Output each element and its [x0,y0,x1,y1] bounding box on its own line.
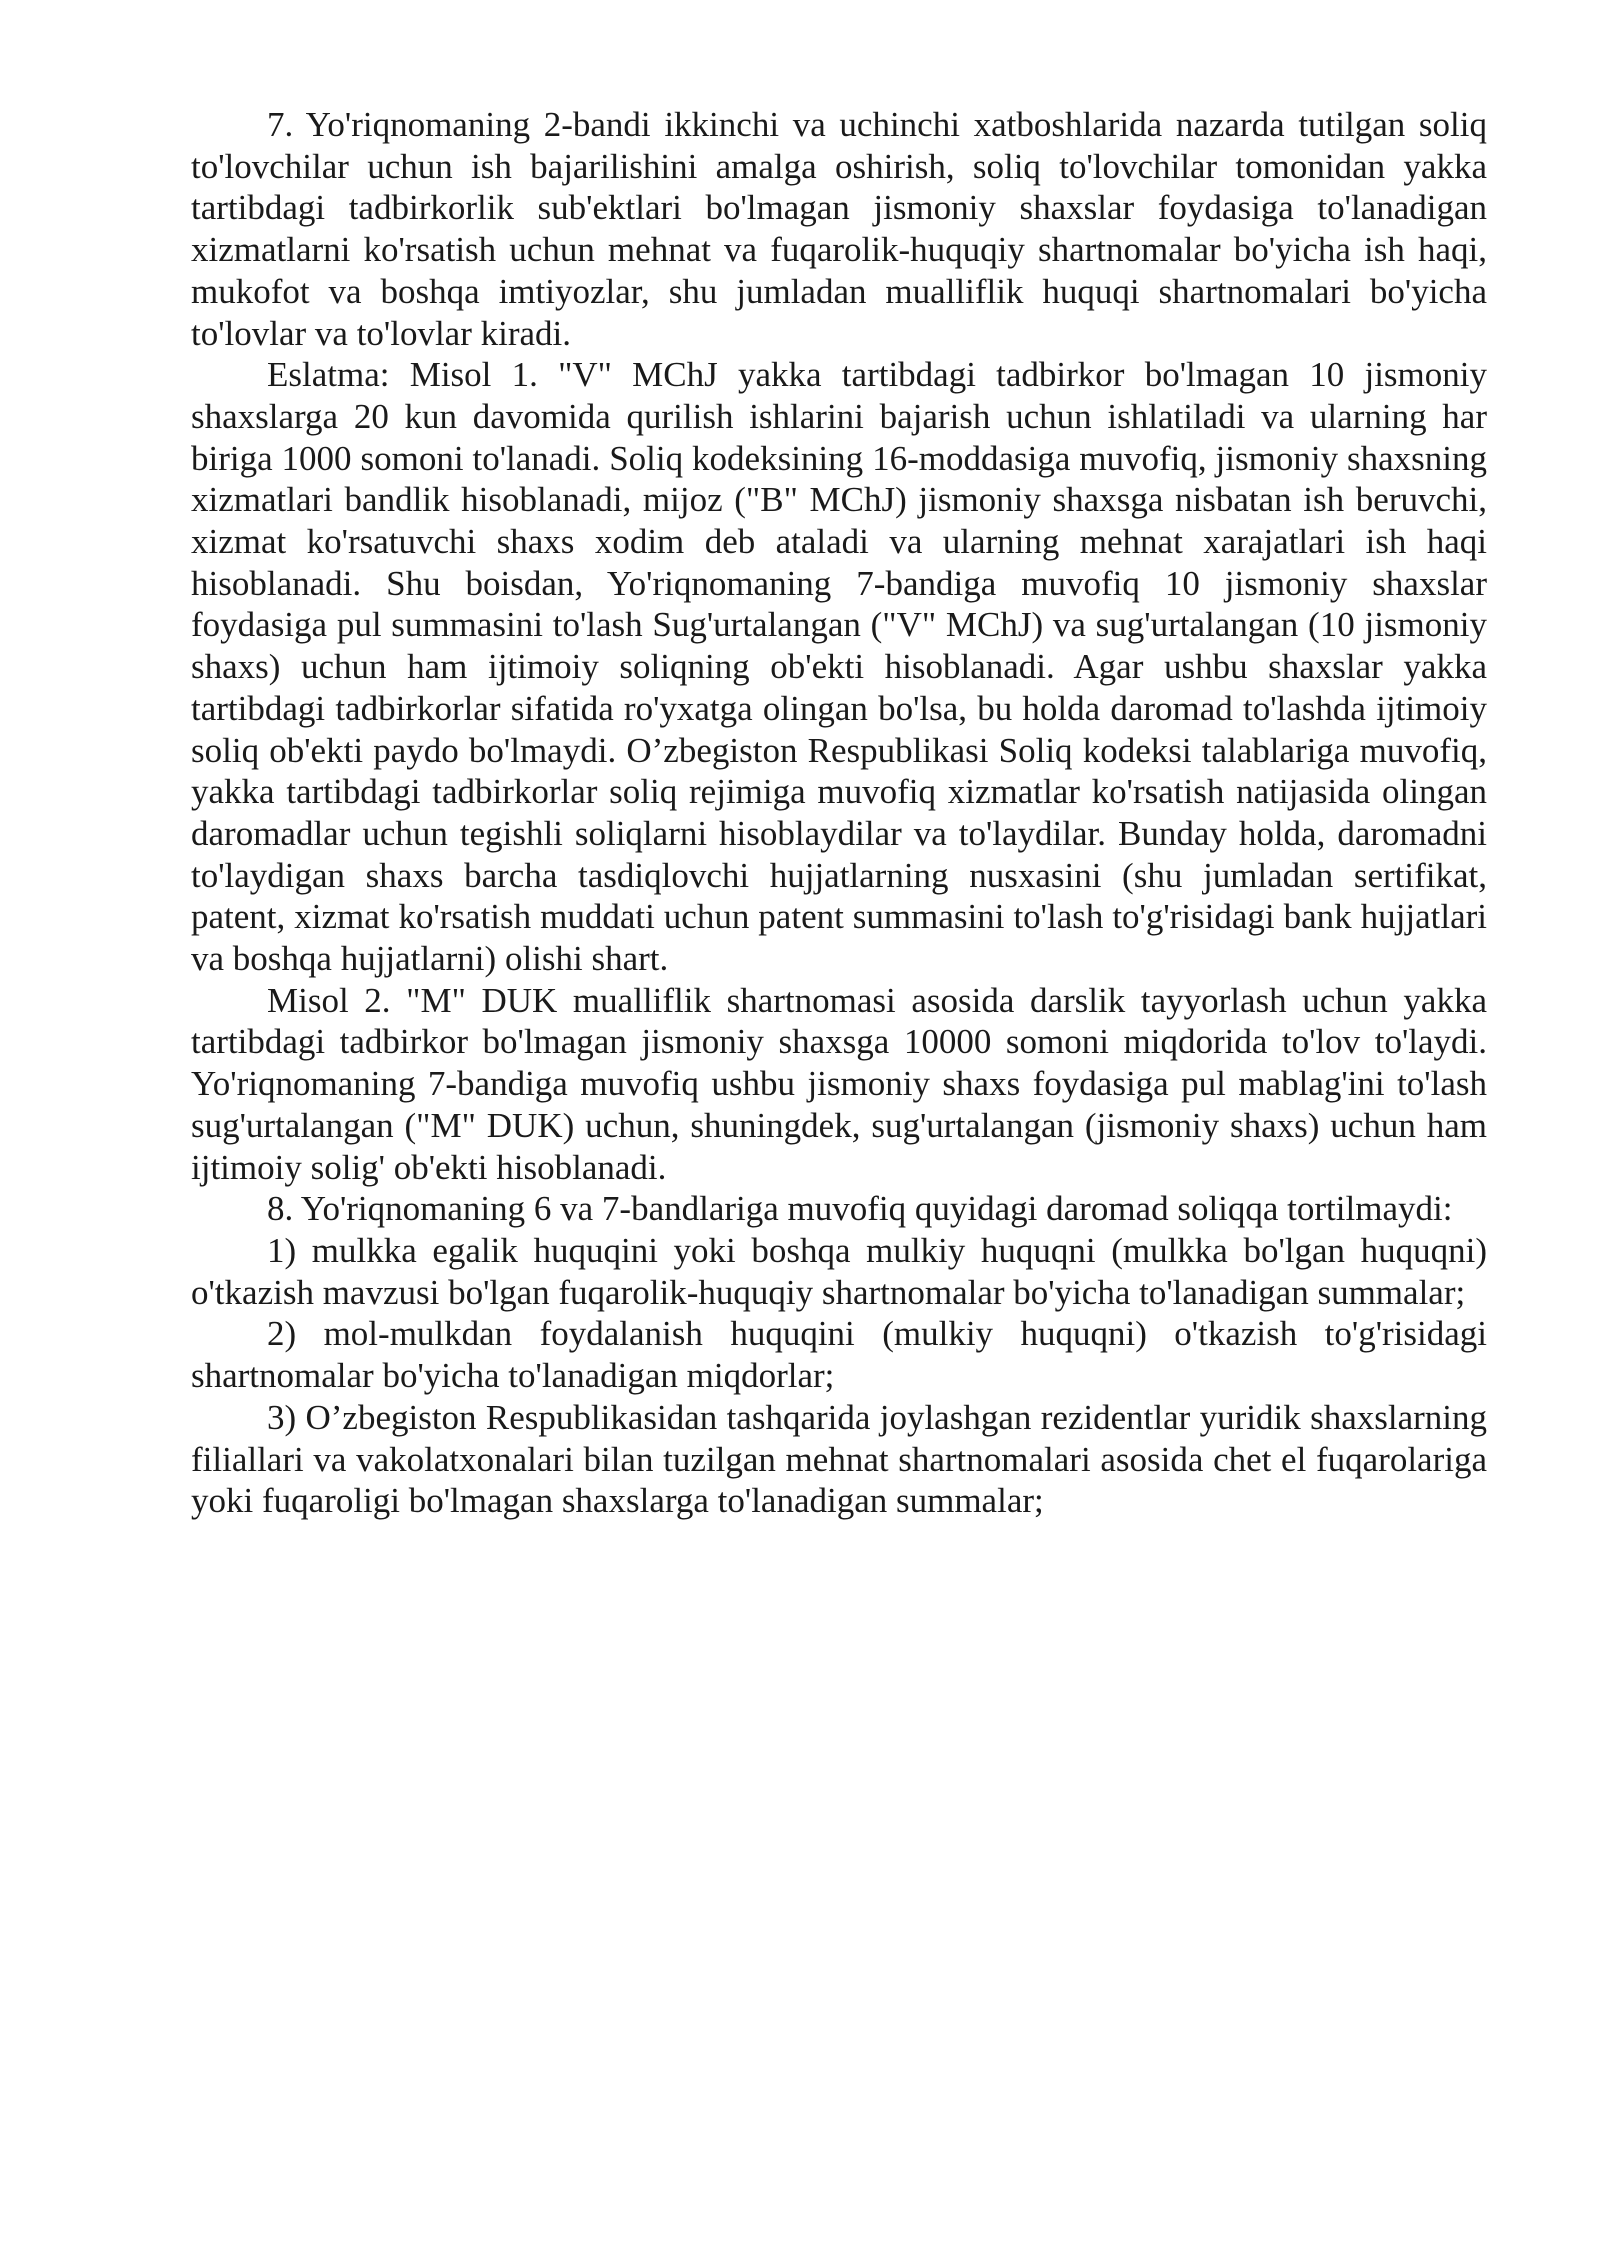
paragraph-example-2: Misol 2. "M" DUK mualliflik shartnomasi asosida darslik tayyorlash uchun yakka tartibdagi tadbirkor bo'lmagan jismoniy shaxsga 10000 somoni miqdorida to'lov to'laydi. Yo'riqnomaning 7-bandiga muvofiq ushbu jismoniy shaxs foydasiga pul mablag'ini to'lash sug'urtalangan ("M" DUK) uchun, shuningdek, sug'urtalangan (jismoniy shaxs) uchun ham ijtimoiy solig' ob'ekti hisoblanadi. [191,980,1487,1187]
list-item-1: 1) mulkka egalik huquqini yoki boshqa mulkiy huquqni (mulkka bo'lgan huquqni) o'tkazish mavzusi bo'lgan fuqarolik-huquqiy shartnomalar bo'yicha to'lanadigan summalar; [191,1230,1487,1312]
list-item-3: 3) O’zbegiston Respublikasidan tashqarida joylashgan rezidentlar yuridik shaxslarning filiallari va vakolatxonalari bilan tuzilgan mehnat shartnomalari asosida chet el fuqarolariga yoki fuqaroligi bo'lmagan shaxslarga to'lanadigan summalar; [191,1397,1487,1521]
paragraph-7: 7. Yo'riqnomaning 2-bandi ikkinchi va uchinchi xatboshlarida nazarda tutilgan soliq to'lovchilar uchun ish bajarilishini amalga oshirish, soliq to'lovchilar tomonidan yakka tartibdagi tadbirkorlik sub'ektlari bo'lmagan jismoniy shaxslar foydasiga to'lanadigan xizmatlarni ko'rsatish uchun mehnat va fuqarolik-huquqiy shartnomalar bo'yicha ish haqi, mukofot va boshqa imtiyozlar, shu jumladan mualliflik huquqi shartnomalari bo'yicha to'lovlar va to'lovlar kiradi. [191,105,1487,353]
paragraph-8: 8. Yo'riqnomaning 6 va 7-bandlariga muvofiq quyidagi daromad soliqqa tortilmaydi: [267,1189,1453,1229]
list-item-2: 2) mol-mulkdan foydalanish huquqini (mulkiy huquqni) o'tkazish to'g'risidagi shartnomalar bo'yicha to'lanadigan miqdorlar; [191,1314,1487,1396]
paragraph-note-example-1: Eslatma: Misol 1. "V" MChJ yakka tartibdagi tadbirkor bo'lmagan 10 jismoniy shaxslarga 20 kun davomida qurilish ishlarini bajarish uchun ishlatiladi va ularning har biriga 1000 somoni to'lanadi. Soliq kodeksining 16-moddasiga muvofiq, jismoniy shaxsning xizmatlari bandlik hisoblanadi, mijoz ("B" MChJ) jismoniy shaxsga nisbatan ish beruvchi, xizmat ko'rsatuvchi shaxs xodim deb ataladi va ularning mehnat xarajatlari ish haqi hisoblanadi. Shu boisdan, Yo'riqnomaning 7-bandiga muvofiq 10 jismoniy shaxslar foydasiga pul summasini to'lash Sug'urtalangan ("V" MChJ) va sug'urtalangan (10 jismoniy shaxs) uchun ham ijtimoiy soliqning ob'ekti hisoblanadi. Agar ushbu shaxslar yakka tartibdagi tadbirkorlar sifatida ro'yxatga olingan bo'lsa, bu holda daromad to'lashda ijtimoiy soliq ob'ekti paydo bo'lmaydi. O’zbegiston Respublikasi Soliq kodeksi talablariga muvofiq, yakka tartibdagi tadbirkorlar soliq rejimiga muvofiq xizmatlar ko'rsatish natijasida olingan daromadlar uchun tegishli soliqlarni hisoblaydilar va to'laydilar. Bunday holda, daromadni to'laydigan shaxs barcha tasdiqlovchi hujjatlarning nusxasini (shu jumladan sertifikat, patent, xizmat ko'rsatish muddati uchun patent summasini to'lash to'g'risidagi bank hujjatlari va boshqa hujjatlarni) olishi shart. [191,355,1487,979]
document-page [191,104,1487,1522]
